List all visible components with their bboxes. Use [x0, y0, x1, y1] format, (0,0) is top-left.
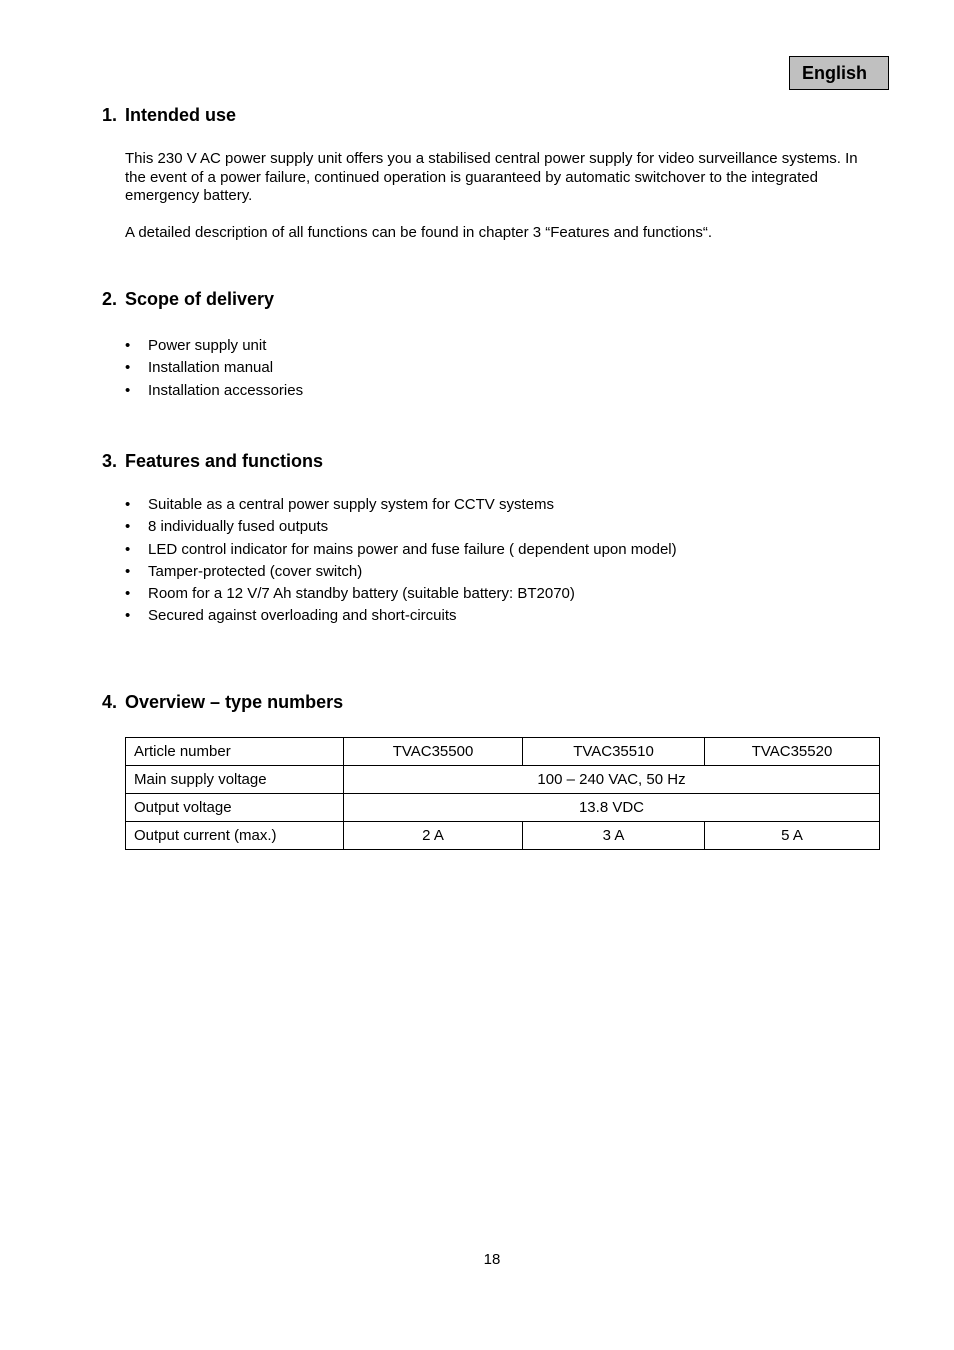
section-title: Intended use	[125, 105, 237, 125]
list-item-text: Tamper-protected (cover switch)	[148, 562, 363, 580]
table-row	[126, 738, 880, 766]
section-number: 2.	[102, 289, 118, 309]
row-label: Output current (max.)	[126, 822, 344, 850]
table-row	[126, 794, 880, 822]
language-badge: English	[789, 56, 889, 90]
bullet-icon: •	[125, 585, 131, 603]
table-cell: TVAC35500	[344, 738, 523, 766]
list-item	[125, 380, 303, 402]
table-row	[126, 822, 880, 850]
table-cell: 13.8 VDC	[344, 794, 880, 822]
bullet-icon: •	[125, 381, 131, 399]
list-item-text: Secured against overloading and short-circuits	[148, 607, 457, 625]
section-heading-features-and-functions	[102, 450, 323, 472]
bullet-icon: •	[125, 496, 131, 513]
list-item	[125, 335, 303, 357]
bullet-icon: •	[125, 540, 131, 558]
list-item	[125, 494, 677, 516]
row-label: Article number	[126, 738, 344, 766]
intended-use-reference-paragraph: A detailed description of all functions can be found in chapter 3 “Features and functions“.	[125, 224, 713, 241]
section-title: Features and functions	[125, 451, 324, 471]
list-item-text: Power supply unit	[148, 337, 267, 354]
table-row	[126, 766, 880, 794]
section-number: 3.	[102, 451, 118, 471]
section-number: 4.	[102, 692, 118, 712]
intended-use-paragraph: This 230 V AC power supply unit offers you a stabilised central power supply for video surveillance systems. In the event of a power failure, continued operation is guaranteed by automatic switchover to the integrated emergency battery.	[125, 150, 858, 204]
scope-of-delivery-list	[125, 335, 303, 402]
row-label: Main supply voltage	[126, 766, 344, 794]
section-heading-intended-use	[102, 104, 236, 126]
section-number: 1.	[102, 105, 118, 125]
section-title: Scope of delivery	[125, 289, 275, 309]
list-item-text: LED control indicator for mains power and fuse failure ( dependent upon model)	[148, 540, 677, 558]
bullet-icon: •	[125, 607, 131, 625]
list-item	[125, 605, 677, 627]
list-item-text: Room for a 12 V/7 Ah standby battery (suitable battery: BT2070)	[148, 585, 575, 603]
table-cell: 100 – 240 VAC, 50 Hz	[344, 766, 880, 794]
table-cell: 5 A	[705, 822, 880, 850]
table-cell: TVAC35520	[705, 738, 880, 766]
features-list	[125, 494, 677, 628]
list-item	[125, 357, 303, 379]
list-item-text: Installation manual	[148, 359, 274, 377]
list-item-text: 8 individually fused outputs	[148, 518, 329, 536]
list-item	[125, 539, 677, 561]
table-cell: TVAC35510	[523, 738, 705, 766]
section-heading-overview-type-numbers	[102, 691, 343, 713]
bullet-icon: •	[125, 359, 131, 377]
row-label: Output voltage	[126, 794, 344, 822]
page-number: 18	[483, 1251, 501, 1268]
type-numbers-table	[125, 737, 880, 850]
section-heading-scope-of-delivery	[102, 288, 274, 310]
list-item-text: Installation accessories	[148, 381, 304, 399]
list-item	[125, 583, 677, 605]
list-item	[125, 516, 677, 538]
table-cell: 3 A	[523, 822, 705, 850]
bullet-icon: •	[125, 562, 131, 580]
list-item	[125, 561, 677, 583]
list-item-text: Suitable as a central power supply system for CCTV systems	[148, 496, 554, 513]
table-cell: 2 A	[344, 822, 523, 850]
bullet-icon: •	[125, 337, 131, 354]
section-title: Overview – type numbers	[125, 692, 344, 712]
bullet-icon: •	[125, 518, 131, 536]
